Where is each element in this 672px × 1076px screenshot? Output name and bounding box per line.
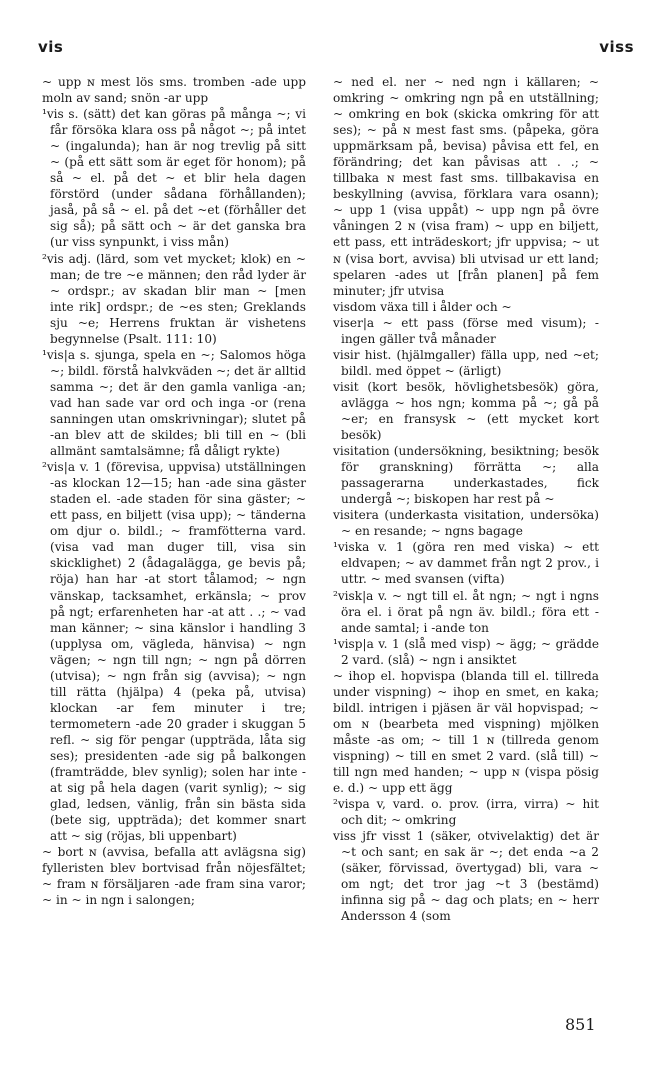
- entry-paragraph: visdom växa till i ålder och ~: [333, 299, 512, 314]
- page-number: 851: [565, 1015, 596, 1034]
- right-column: [333, 74, 599, 924]
- running-head-right: viss: [599, 38, 634, 56]
- entry-paragraph: ¹vis|a s. sjunga, spela en ~; Salomos höga ~; bildl. förstå halvkväden ~; det är alltid samma ~; det är den gamla vanliga -an; vad han sade var ord och inga -or (rena sanningen utan omskrivningar); slutet på -an blev att de skildes; bli till en ~ (bli allmänt samtalsämne; få dåligt rykte): [42, 347, 306, 459]
- entry-paragraph: ¹visp|a v. 1 (slå med visp) ~ ägg; ~ grädde 2 vard. (slå) ~ ngn i ansiktet: [333, 636, 599, 667]
- entry-paragraph: visit (kort besök, hövlighetsbesök) göra, avlägga ~ hos ngn; komma på ~; gå på ~er; en fransysk ~ (ett mycket kort besök): [333, 379, 599, 443]
- running-head-left: vis: [38, 38, 64, 56]
- entry-paragraph: ¹vis s. (sätt) det kan göras på många ~; vi får försöka klara oss på något ~; på intet ~ (ingalunda); han är nog trevlig på sitt ~ (på ett sätt som är eget för honom); på så ~ el. på det ~ et blir hela dagen förstörd (under sådana förhållanden); jaså, på så ~ el. på det ~et (förhåller det sig så); på sätt och ~ är det ganska bra (ur viss synpunkt, i viss mån): [42, 107, 306, 250]
- entry-paragraph: ²visk|a v. ~ ngt till el. åt ngn; ~ ngt i ngns öra el. i örat på ngn äv. bildl.; föra ett -ande samtal; i -ande ton: [333, 588, 599, 635]
- entry-paragraph: visir hist. (hjälmgaller) fälla upp, ned ~et; bildl. med öppet ~ (ärligt): [333, 347, 599, 378]
- entry-paragraph: ~ bort ɴ (avvisa, befalla att avlägsna sig) fylleristen blev bortvisad från nöjesfältet; ~ fram ɴ försäljaren -ade fram sina varor; ~ in ~ in ngn i salongen;: [42, 845, 306, 908]
- entry-paragraph: ~ ihop el. hopvispa (blanda till el. tillreda under vispning) ~ ihop en smet, en kaka; bildl. intrigen i pjäsen är väl hopvispad; ~ om ɴ (bearbeta med vispning) mjölken måste -as om; ~ till 1 ɴ (tillreda genom vispning) ~ till en smet 2 vard. (slå till) ~ till ngn med handen; ~ upp ɴ (vispa pösig e. d.) ~ upp ett ägg: [333, 668, 599, 796]
- entry-paragraph: viss jfr visst 1 (säker, otvivelaktig) det är ~t och sant; en sak är ~; det enda ~a 2 (säker, förvissad, övertygad) bli, vara ~ om ngt; det tror jag ~t 3 (bestämd) infinna sig på ~ dag och plats; en ~ herr Andersson 4 (som: [333, 829, 599, 924]
- entry-paragraph: ²vis|a v. 1 (förevisa, uppvisa) utställningen -as klockan 12—15; han -ade sina gäster staden el. -ade staden för sina gäster; ~ ett pass, en biljett (visa upp); ~ tänderna om djur o. bildl.; ~ framfötterna vard. (visa vad man duger till, visa sin skicklighet) 2 (ådagalägga, ge bevis på; röja) han har -at stort tålamod; ~ ngn vänskap, tacksamhet, erkänsla; ~ prov på ngt; erfarenheten har -at att . .; ~ vad man känner; ~ sina känslor i handling 3 (upplysa om, vägleda, hänvisa) ~ ngn vägen; ~ ngn till ngn; ~ ngn på dörren (utvisa); ~ ngn från sig (avvisa); ~ ngn till rätta (hjälpa) 4 (peka på, utvisa) klockan -ar fem minuter i tre; termometern -ade 20 grader i skuggan 5 refl. ~ sig för pengar (uppträda, låta sig ses); presidenten -ade sig på balkongen (framträdde, blev synlig); solen har inte -at sig på hela dagen (varit synlig); ~ sig glad, ledsen, vänlig, från sin bästa sida (bete sig, uppträda); det kommer snart att ~ sig (röjas, bli uppenbart): [42, 460, 306, 844]
- entry-paragraph: ²vispa v, vard. o. prov. (irra, virra) ~ hit och dit; ~ omkring: [333, 797, 599, 828]
- entry-paragraph: ¹viska v. 1 (göra ren med viska) ~ ett eldvapen; ~ av dammet från ngt 2 prov., i uttr. ~ med svansen (vifta): [333, 540, 599, 587]
- entry-paragraph: ~ upp ɴ mest lös sms. tromben -ade upp moln av sand; snön -ar upp: [42, 75, 306, 106]
- entry-paragraph: ~ ned el. ner ~ ned ngn i källaren; ~ omkring ~ omkring ngn på en utställning; ~ omkring en bok (skicka omkring för att ses); ~ på ɴ mest fast sms. (påpeka, göra uppmärksam på, bevisa) påvisa ett fel, en förändring; det kan påvisas att . .; ~ tillbaka ɴ mest fast sms. tillbakavisa en beskyllning (avvisa, förklara vara osann); ~ upp 1 (visa uppåt) ~ upp ngn på övre våningen 2 ɴ (visa fram) ~ upp en biljett, ett pass, ett inträdeskort; jfr uppvisa; ~ ut ɴ (visa bort, avvisa) bli utvisad ur ett land; spelaren -ades ut [från planen] på fem minuter; jfr utvisa: [333, 75, 599, 298]
- entry-paragraph: visitation (undersökning, besiktning; besök för granskning) förrätta ~; alla passagerarna underkastades, fick undergå ~; biskopen har rest på ~: [333, 444, 599, 507]
- left-column: [42, 74, 306, 908]
- entry-paragraph: ²vis adj. (lärd, som vet mycket; klok) en ~ man; de tre ~e männen; den råd lyder är ~ ordspr.; av skadan blir man ~ [men inte rik] ordspr.; de ~es sten; Greklands sju ~e; Herrens fruktan är vishetens begynnelse (Psalt. 111: 10): [42, 251, 306, 346]
- entry-paragraph: viser|a ~ ett pass (förse med visum); -ingen gäller två månader: [333, 315, 599, 346]
- entry-paragraph: visitera (underkasta visitation, undersöka) ~ en resande; ~ ngns bagage: [333, 508, 599, 539]
